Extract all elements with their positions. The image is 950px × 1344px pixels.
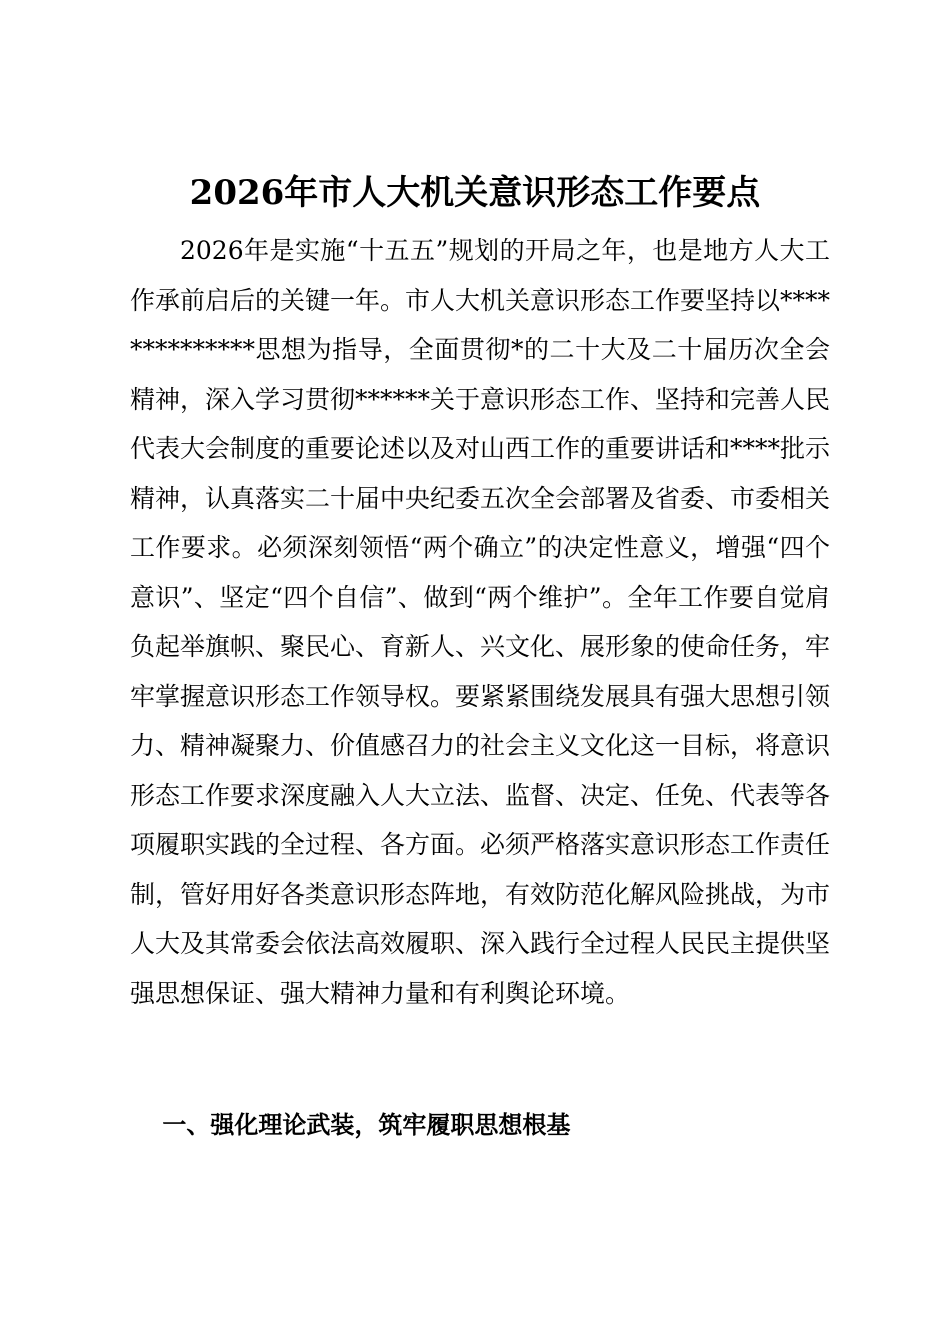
intro-paragraph: 2026年是实施“十五五”规划的开局之年，也是地方人大工作承前启后的关键一年。市人大机关意识形态工作要坚持以**************思想为指导，全面贯彻*的二十大及二十届历次全会精神，深入学习贯彻******关于意识形态工作、坚持和完善人民代表大会制度的重要论述以及对山西工作的重要讲话和****批示精神，认真落实二十届中央纪委五次全会部署及省委、市委相关工作要求。必须深刻领悟“两个确立”的决定性意义，增强“四个意识”、坚定“四个自信”、做到“两个维护”。全年工作要自觉肩负起举旗帜、聚民心、育新人、兴文化、展形象的使命任务，牢牢掌握意识形态工作领导权。要紧紧围绕发展具有强大思想引领力、精神凝聚力、价值感召力的社会主义文化这一目标，将意识形态工作要求深度融入人大立法、监督、决定、任免、代表等各项履职实践的全过程、各方面。必须严格落实意识形态工作责任制，管好用好各类意识形态阵地，有效防范化解风险挑战，为市人大及其常委会依法高效履职、深入践行全过程人民民主提供坚强思想保证、强大精神力量和有利舆论环境。 xyxy=(130,236,831,1008)
section-heading-1: 一、强化理论武装，筑牢履职思想根基 xyxy=(162,1111,571,1139)
document-title: 2026年市人大机关意识形态工作要点 xyxy=(189,173,761,213)
